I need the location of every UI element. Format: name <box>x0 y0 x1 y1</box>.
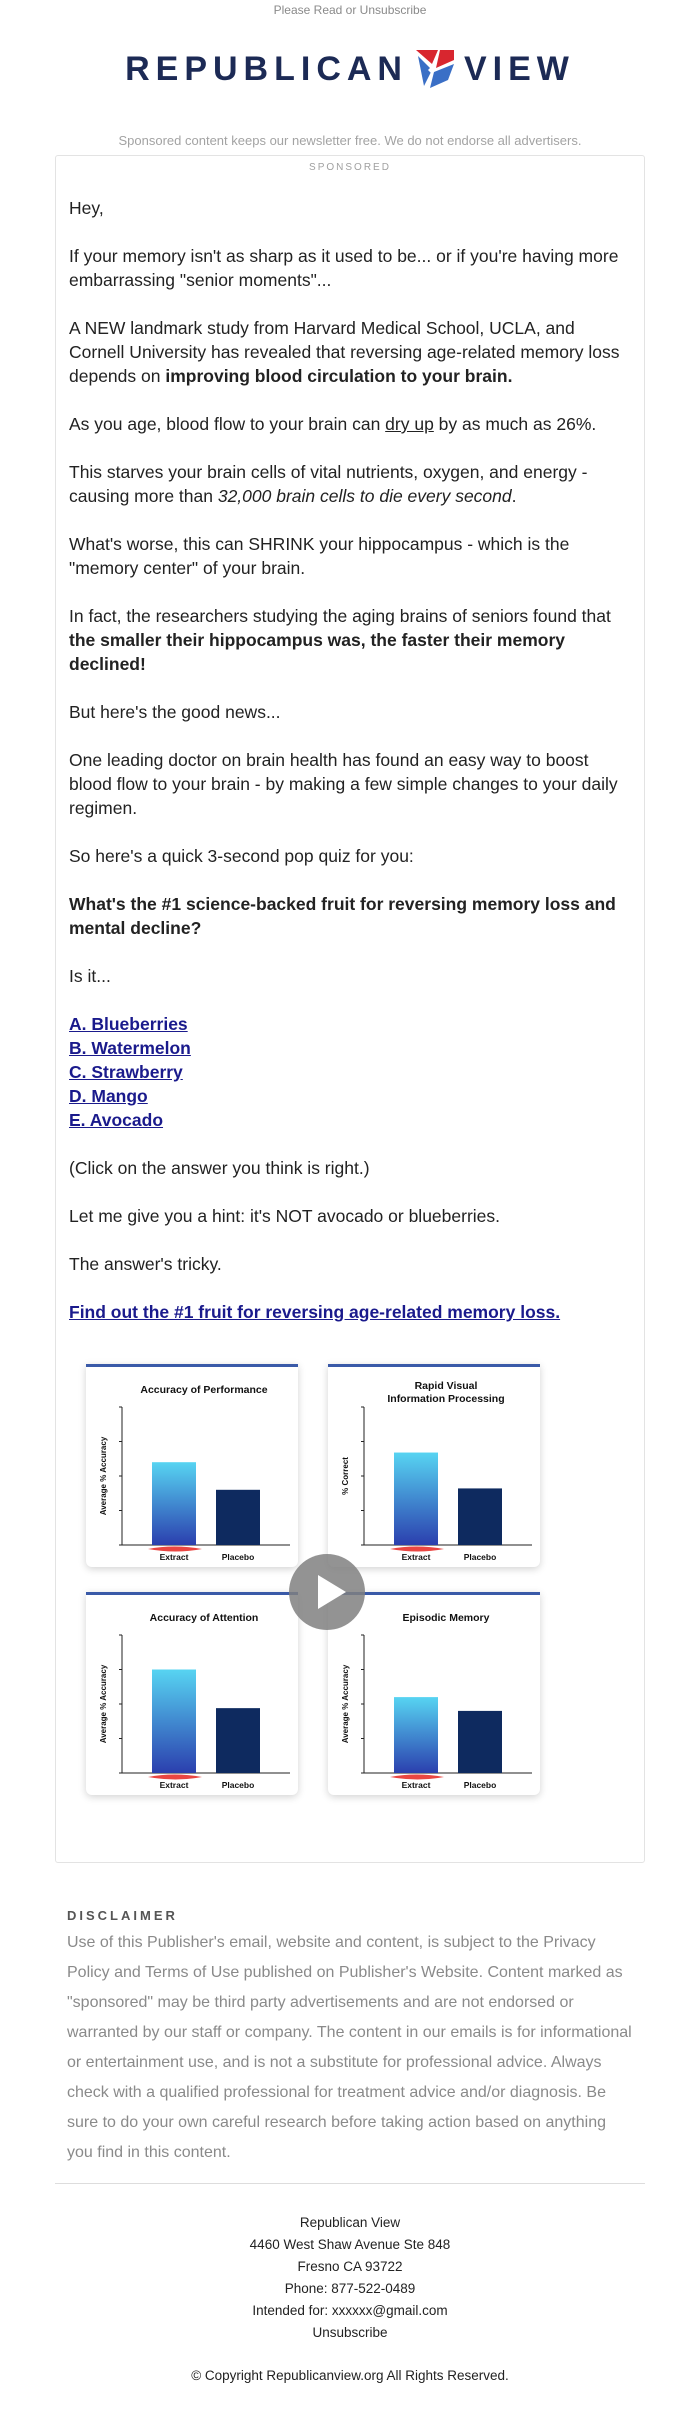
sponsored-ad-card <box>55 155 645 1863</box>
x-tick-label: Extract <box>401 1780 431 1790</box>
x-tick-label: Placebo <box>463 1780 497 1790</box>
paragraph-3-text: As you age, blood flow to your brain can <box>69 414 386 434</box>
bar-extract <box>152 1462 196 1545</box>
footer-company: Republican View <box>299 2215 401 2230</box>
cta-link[interactable]: Find out the #1 fruit for reversing age-related memory loss. <box>69 1302 561 1322</box>
divider <box>55 2183 645 2184</box>
paragraph-6-text: In fact, the researchers studying the aging brains of seniors found that <box>69 606 611 626</box>
paragraph-9: So here's a quick 3-second pop quiz for you: <box>69 846 414 866</box>
paragraph-2-text: A NEW landmark study from Harvard Medical School, UCLA, and Cornell University has revealed that reversing age-related memory loss depends on <box>69 318 620 386</box>
red-highlight-mark <box>148 1547 202 1552</box>
play-button[interactable] <box>289 1554 365 1630</box>
paragraph-4-end: . <box>511 486 517 506</box>
chart-title-0: Episodic Memory <box>402 1612 490 1624</box>
paragraph-4 <box>69 460 635 508</box>
chart-card-2 <box>328 1364 540 1567</box>
paragraph-1: If your memory isn't as sharp as it used to be... or if you're having more embarrassing "senior moments"... <box>69 246 619 290</box>
paragraph-4-text: This starves your brain cells of vital nutrients, oxygen, and energy - causing more than <box>69 462 588 506</box>
top-link[interactable]: Please Read or Unsubscribe <box>273 3 427 17</box>
paragraph-7: But here's the good news... <box>69 702 281 722</box>
paragraph-8: One leading doctor on brain health has found an easy way to boost blood flow to your brain - by making a few simple changes to your daily regimen. <box>69 750 618 818</box>
copyright: © Copyright Republicanview.org All Rights Reserved. <box>191 2368 509 2383</box>
paragraph-6 <box>69 604 635 676</box>
read-or-unsubscribe-link[interactable] <box>0 0 700 20</box>
red-highlight-mark <box>390 1775 444 1780</box>
answer-b-link[interactable]: B. Watermelon <box>69 1038 191 1058</box>
greeting: Hey, <box>69 198 104 218</box>
cta-paragraph <box>69 1300 635 1324</box>
answer-d-link[interactable]: D. Mango <box>69 1086 148 1106</box>
quiz-question <box>69 892 635 940</box>
footer-unsubscribe-link[interactable]: Unsubscribe <box>312 2325 388 2340</box>
paragraph-2-bold: improving blood circulation to your brain. <box>165 366 513 386</box>
tricky: The answer's tricky. <box>69 1254 222 1274</box>
chart-card-3 <box>86 1592 298 1795</box>
x-tick-label: Extract <box>159 1552 189 1562</box>
sponsored-label: SPONSORED <box>309 162 391 173</box>
footer-phone: Phone: 877-522-0489 <box>284 2281 416 2296</box>
logo-word-right: VIEW <box>464 49 575 88</box>
republican-view-logo[interactable] <box>0 44 700 94</box>
x-tick-label: Extract <box>401 1552 431 1562</box>
y-axis-label: Average % Accuracy <box>99 1436 108 1516</box>
x-tick-label: Placebo <box>221 1780 255 1790</box>
y-axis-label: % Correct <box>341 1457 350 1495</box>
answer-e-link[interactable]: E. Avocado <box>69 1110 164 1130</box>
footer-address-1: 4460 West Shaw Avenue Ste 848 <box>249 2237 451 2252</box>
bar-placebo <box>216 1490 260 1545</box>
chart-card-1 <box>86 1364 298 1567</box>
chart-title-0: Rapid Visual <box>414 1380 478 1392</box>
paragraph-2 <box>69 316 635 388</box>
chart-title-0: Accuracy of Performance <box>140 1384 268 1396</box>
chart-video-thumbnail[interactable] <box>86 1364 556 1834</box>
disclaimer-body: Use of this Publisher's email, website and content, is subject to the Privacy Policy and Terms of Use published on Publisher's Website. Content marked as "sponsored" may be third party advertisements and are not endorsed or warranted by our staff or company. The content in our emails is for informational or entertainment use, and is not a substitute for professional advice. Always check with a qualified professional for treatment advice and/or diagnosis. Be sure to do your own careful research before taking action based on anything you find in this content. <box>67 1934 632 2161</box>
play-icon <box>318 1575 346 1609</box>
answer-list <box>69 1012 635 1132</box>
y-axis-label: Average % Accuracy <box>99 1664 108 1744</box>
footer-address-2: Fresno CA 93722 <box>297 2259 403 2274</box>
chart-title-1: Information Processing <box>387 1393 505 1405</box>
chart-episodic-memory <box>328 1595 540 1795</box>
chart-rapid-visual <box>328 1367 540 1567</box>
bar-placebo <box>216 1708 260 1773</box>
disclaimer-title: DISCLAIMER <box>67 1908 178 1923</box>
is-it: Is it... <box>69 966 111 986</box>
answer-c-link[interactable]: C. Strawberry <box>69 1062 183 1082</box>
paragraph-6-bold: the smaller their hippocampus was, the faster their memory declined! <box>69 630 565 674</box>
bar-placebo <box>458 1488 502 1545</box>
ad-content <box>69 196 635 1348</box>
paragraph-4-italic: 32,000 brain cells to die every second <box>217 486 512 506</box>
paragraph-3-underline: dry up <box>385 414 434 434</box>
paragraph-3 <box>69 412 635 436</box>
footer-intended: Intended for: xxxxxx@gmail.com <box>252 2303 448 2318</box>
hint: Let me give you a hint: it's NOT avocado or blueberries. <box>69 1206 501 1226</box>
y-axis-label: Average % Accuracy <box>341 1664 350 1744</box>
bar-extract <box>394 1697 438 1773</box>
quiz-question-text: What's the #1 science-backed fruit for reversing memory loss and mental decline? <box>69 894 616 938</box>
logo-shield-icon <box>412 46 458 92</box>
x-tick-label: Extract <box>159 1780 189 1790</box>
paragraph-5: What's worse, this can SHRINK your hippocampus - which is the "memory center" of your brain. <box>69 534 570 578</box>
red-highlight-mark <box>148 1775 202 1780</box>
footer <box>0 2212 700 2344</box>
answer-a-link[interactable]: A. Blueberries <box>69 1014 188 1034</box>
click-note: (Click on the answer you think is right.) <box>69 1158 370 1178</box>
x-tick-label: Placebo <box>221 1552 255 1562</box>
chart-accuracy-of-performance <box>86 1367 298 1567</box>
bar-extract <box>152 1670 196 1774</box>
chart-card-4 <box>328 1592 540 1795</box>
x-tick-label: Placebo <box>463 1552 497 1562</box>
logo-word-left: REPUBLICAN <box>125 49 408 88</box>
chart-accuracy-of-attention <box>86 1595 298 1795</box>
bar-placebo <box>458 1711 502 1773</box>
bar-extract <box>394 1453 438 1545</box>
red-highlight-mark <box>390 1547 444 1552</box>
sponsor-note: Sponsored content keeps our newsletter free. We do not endorse all advertisers. <box>118 133 582 148</box>
paragraph-3-end: by as much as 26%. <box>433 414 597 434</box>
chart-title-0: Accuracy of Attention <box>149 1612 259 1624</box>
